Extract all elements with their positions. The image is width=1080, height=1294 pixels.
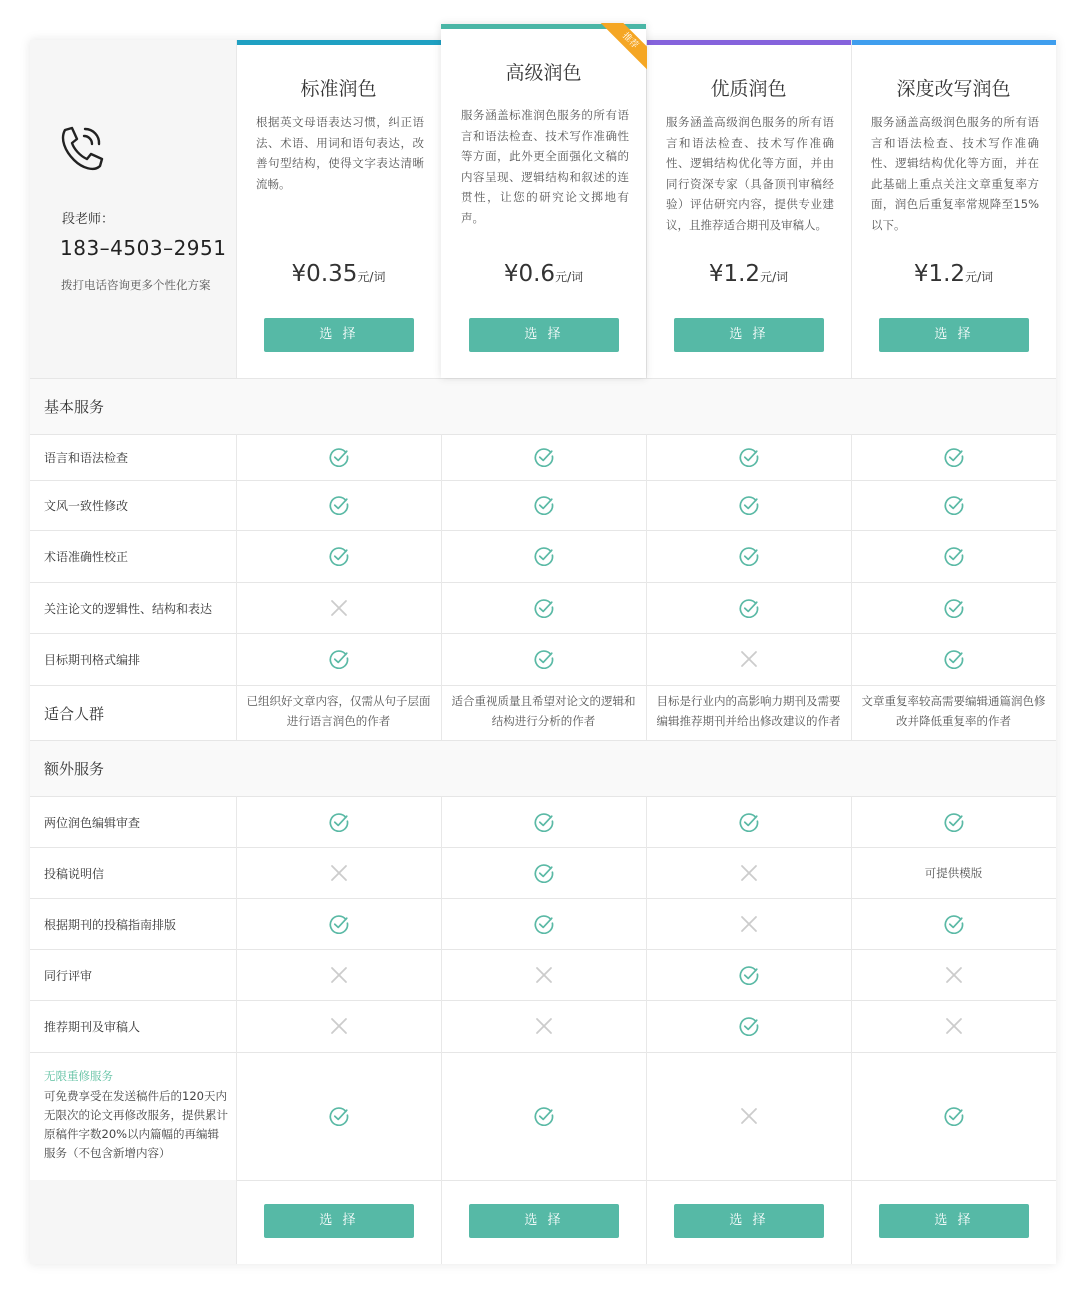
plan-card-standard [236, 40, 441, 378]
feature-label: 同行评审 [44, 968, 93, 983]
plan-title: 标准润色 [300, 78, 377, 100]
plan-card-deep-rewrite [851, 40, 1056, 378]
check-icon [329, 812, 349, 832]
cross-icon [329, 598, 349, 618]
feature-label: 两位润色编辑审查 [44, 815, 141, 830]
check-icon [534, 598, 554, 618]
check-icon [944, 1106, 964, 1126]
plan-title: 深度改写润色 [896, 78, 1011, 100]
row-divider [30, 530, 1056, 531]
row-divider [30, 434, 1056, 435]
check-icon [329, 447, 349, 467]
check-icon [739, 447, 759, 467]
price-amount: ¥1.2 [913, 261, 966, 287]
column-divider [236, 796, 237, 1264]
check-icon [739, 495, 759, 515]
plan-price [236, 261, 441, 287]
row-divider [30, 633, 1056, 634]
check-icon [534, 649, 554, 669]
column-divider [851, 40, 852, 378]
plan-card-premium [646, 40, 851, 378]
cross-icon [329, 965, 349, 985]
recommended-badge-label: 推荐 [600, 23, 647, 71]
column-divider [236, 434, 237, 740]
check-icon [329, 1106, 349, 1126]
price-amount: ¥1.2 [708, 261, 761, 287]
cross-icon [944, 965, 964, 985]
row-divider [30, 847, 1056, 848]
row-divider [30, 1000, 1056, 1001]
select-button-advanced[interactable]: 选 择 [469, 318, 619, 352]
plan-price [646, 261, 851, 287]
check-icon [944, 447, 964, 467]
plan-title: 优质润色 [710, 78, 787, 100]
check-icon [739, 1016, 759, 1036]
column-divider [646, 40, 647, 378]
contact-note: 拨打电话咨询更多个性化方案 [61, 278, 211, 292]
feature-label: 术语准确性校正 [44, 550, 129, 564]
cross-icon [534, 1016, 554, 1036]
unlimited-revision-desc: 可免费享受在发送稿件后的120天内无限次的论文再修改服务，提供累计原稿件字数20%以内篇幅的再编辑服务（不包含新增内容） [44, 1089, 228, 1160]
check-icon [534, 1106, 554, 1126]
price-unit: 元/词 [965, 270, 994, 284]
column-divider [646, 434, 647, 740]
unlimited-revision-title: 无限重修服务 [44, 1069, 113, 1083]
check-icon [329, 649, 349, 669]
plan-price [441, 261, 646, 287]
price-unit: 元/词 [760, 270, 789, 284]
cross-icon [739, 649, 759, 669]
suitable-audience-text: 适合重视质量且希望对论文的逻辑和结构进行分析的作者 [451, 694, 636, 728]
plan-card-advanced [441, 24, 646, 378]
feature-label: 推荐期刊及审稿人 [44, 1019, 141, 1034]
check-icon [329, 495, 349, 515]
check-icon [534, 495, 554, 515]
cross-icon [534, 965, 554, 985]
check-icon [329, 914, 349, 934]
check-icon [739, 598, 759, 618]
row-divider [30, 480, 1056, 481]
recommended-badge [599, 23, 647, 71]
pricing-table [30, 31, 1056, 1264]
select-button-deep-rewrite[interactable]: 选 择 [879, 318, 1029, 352]
plan-accent-bar [646, 40, 851, 45]
extra-section-label: 额外服务 [44, 760, 105, 778]
row-divider [30, 1052, 1056, 1053]
column-divider [646, 796, 647, 1264]
row-divider [30, 685, 1056, 686]
basic-section-header [30, 378, 1056, 434]
basic-section-label: 基本服务 [44, 398, 105, 416]
suitable-audience-text: 文章重复率较高需要编辑通篇润色修改并降低重复率的作者 [861, 694, 1046, 728]
check-icon [944, 495, 964, 515]
row-divider [30, 378, 1056, 379]
row-divider [30, 898, 1056, 899]
plan-accent-bar [236, 40, 441, 45]
plan-price [851, 261, 1056, 287]
row-divider [30, 796, 1056, 797]
check-icon [944, 546, 964, 566]
check-icon [534, 863, 554, 883]
row-divider [30, 949, 1056, 950]
column-divider [441, 796, 442, 1264]
feature-label: 关注论文的逻辑性、结构和表达 [44, 601, 213, 616]
contact-name: 段老师： [62, 212, 115, 227]
price-unit: 元/词 [555, 270, 584, 284]
suitable-audience-text: 已组织好文章内容，仅需从句子层面进行语言润色的作者 [246, 694, 431, 728]
suitable-audience-text: 目标是行业内的高影响力期刊及需要编辑推荐期刊并给出修改建议的作者 [656, 694, 841, 728]
check-icon [534, 447, 554, 467]
cross-icon [329, 1016, 349, 1036]
cross-icon [739, 863, 759, 883]
row-divider [30, 740, 1056, 741]
check-icon [944, 649, 964, 669]
suitable-section-label: 适合人群 [44, 705, 105, 723]
feature-label: 根据期刊的投稿指南排版 [44, 917, 177, 932]
check-icon [944, 812, 964, 832]
cross-icon [329, 863, 349, 883]
cross-icon [739, 914, 759, 934]
plan-description: 根据英文母语表达习惯，纠正语法、术语、用词和语句表达，改善句型结构，使得文字表达清晰流畅。 [256, 115, 424, 191]
select-button-standard[interactable]: 选 择 [264, 318, 414, 352]
check-icon [944, 914, 964, 934]
row-divider [30, 582, 1056, 583]
plan-description: 服务涵盖标准润色服务的所有语言和语法检查、技术写作准确性等方面，此外更全面强化文稿的内容呈现、逻辑结构和叙述的连贯性，让您的研究论文掷地有声。 [461, 108, 629, 225]
price-unit: 元/词 [357, 270, 386, 284]
check-icon [534, 812, 554, 832]
bottom-select-button-advanced[interactable]: 选 择 [469, 1204, 619, 1238]
check-icon [534, 546, 554, 566]
cross-icon [739, 1106, 759, 1126]
column-divider [236, 40, 237, 378]
contact-panel [30, 40, 236, 378]
feature-label: 投稿说明信 [44, 866, 105, 881]
check-icon [739, 965, 759, 985]
price-amount: ¥0.6 [503, 261, 556, 287]
feature-label: 文风一致性修改 [44, 499, 129, 513]
plan-description: 服务涵盖高级润色服务的所有语言和语法检查、技术写作准确性、逻辑结构优化等方面，并由同行资深专家（具备顶刊审稿经验）评估研究内容，提供专业建议，且推荐适合期刊及审稿人。 [666, 115, 834, 232]
cross-icon [944, 1016, 964, 1036]
extra-section-header [30, 740, 1056, 796]
price-amount: ¥0.35 [291, 261, 358, 287]
plan-title: 高级润色 [505, 62, 582, 84]
bottom-select-button-standard[interactable]: 选 择 [264, 1204, 414, 1238]
column-divider [441, 434, 442, 740]
check-icon [739, 812, 759, 832]
label-column [30, 1180, 236, 1264]
phone-call-icon [56, 124, 108, 176]
plan-description: 服务涵盖高级润色服务的所有语言和语法检查、技术写作准确性、逻辑结构优化等方面，并在此基础上重点关注文章重复率方面，润色后重复率常规降至15%以下。 [871, 115, 1039, 232]
check-icon [739, 546, 759, 566]
feature-cell-text: 可提供模版 [924, 865, 983, 880]
feature-label: 语言和语法检查 [44, 451, 129, 465]
feature-label: 目标期刊格式编排 [44, 653, 141, 667]
check-icon [534, 914, 554, 934]
check-icon [944, 598, 964, 618]
plan-accent-bar [851, 40, 1056, 45]
select-button-premium[interactable]: 选 择 [674, 318, 824, 352]
bottom-select-button-deep-rewrite[interactable]: 选 择 [879, 1204, 1029, 1238]
column-divider [851, 434, 852, 740]
check-icon [329, 546, 349, 566]
contact-phone[interactable]: 183–4503–2951 [60, 236, 227, 260]
bottom-select-button-premium[interactable]: 选 择 [674, 1204, 824, 1238]
